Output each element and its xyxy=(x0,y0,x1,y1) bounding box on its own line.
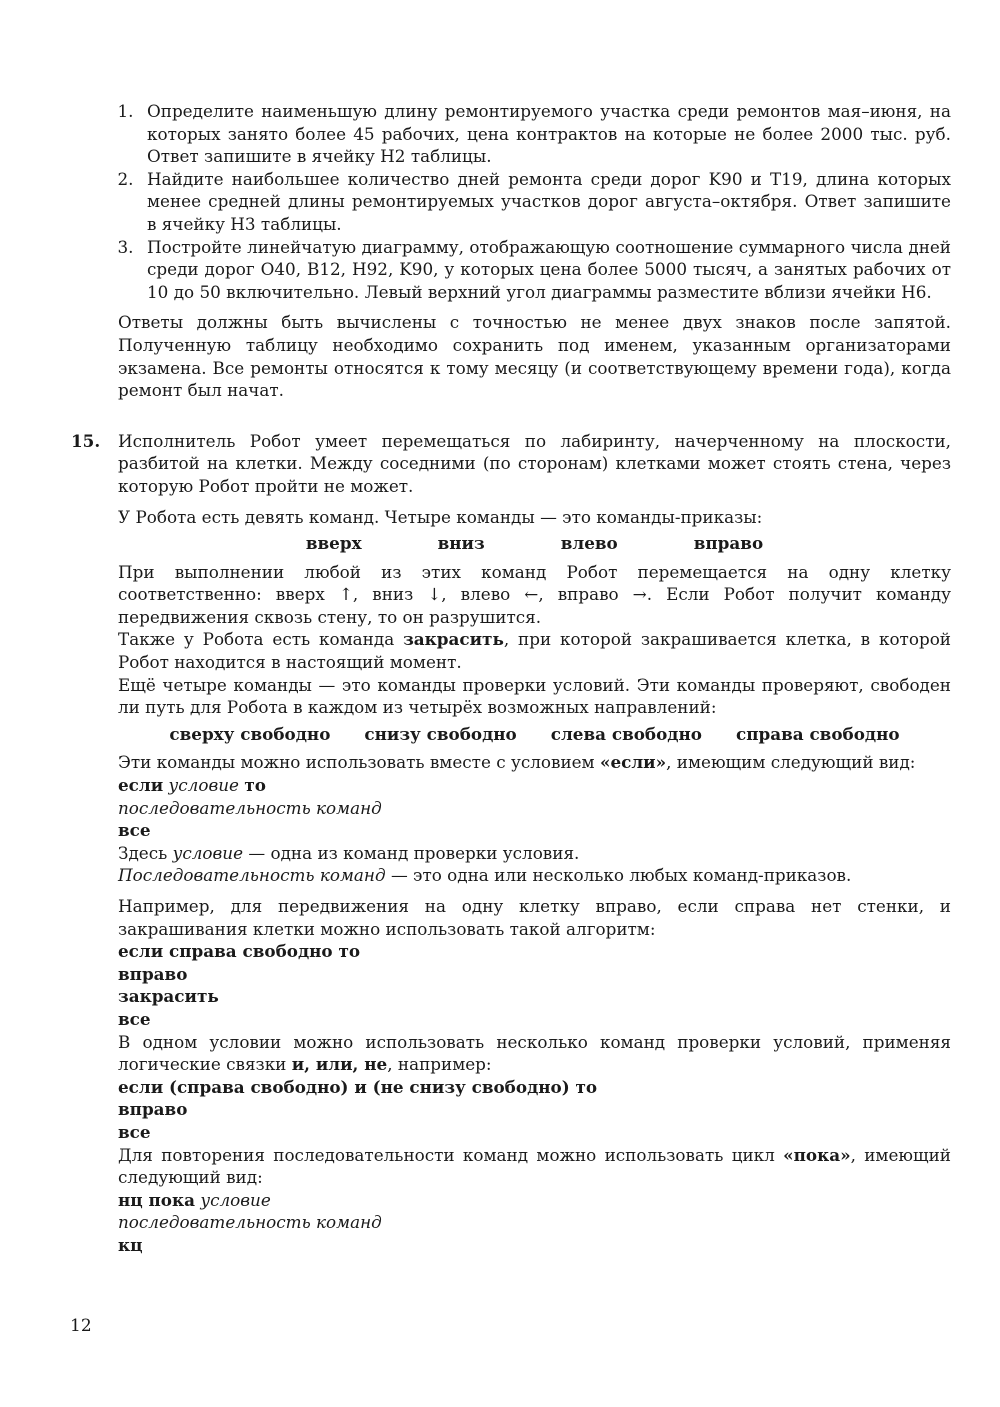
if-intro xyxy=(118,751,951,774)
task-number: 15. xyxy=(71,430,101,451)
code-line xyxy=(118,774,951,797)
page-content xyxy=(71,100,951,1257)
code-line: закрасить xyxy=(118,986,219,1007)
logic-keywords: и, или, не xyxy=(291,1054,388,1075)
example-intro: Например, для передвижения на одну клетку вправо, если справа нет стенки, и закрашивания клетки можно использовать такой алгоритм: xyxy=(118,896,951,939)
text-run: , при которой закрашивается клетка, в которой Робот находится в настоящий момент. xyxy=(118,629,951,673)
code-line: если справа свободно то xyxy=(118,941,361,962)
code-line: все xyxy=(118,1121,151,1142)
list-item-number: 2. xyxy=(117,168,134,189)
here-paragraph xyxy=(118,842,951,865)
text-run: В одном условии можно использовать несколько команд проверки условий, применяя логические связки xyxy=(118,1031,951,1075)
code-line: все xyxy=(118,820,151,841)
code-line: вправо xyxy=(118,1099,188,1120)
code-placeholder: условие xyxy=(200,1189,271,1210)
check-down: снизу свободно xyxy=(364,723,517,744)
italic-term: условие xyxy=(172,842,244,863)
commands-intro: У Робота есть девять команд. Четыре команды — это команды-приказы: xyxy=(118,506,763,527)
code-line: последовательность команд xyxy=(118,797,382,818)
paint-keyword: закрасить xyxy=(403,629,504,650)
list-item-number: 1. xyxy=(117,101,134,121)
command-down: вниз xyxy=(437,533,485,554)
move-description: При выполнении любой из этих команд Робот перемещается на одну клетку соответственно: вверх ↑, вниз ↓, влево ←, вправо →. Если Робот получит команду передвижения сквозь стену, то он разрушится. xyxy=(118,561,951,627)
command-up: вверх xyxy=(305,533,362,554)
paint-paragraph xyxy=(118,628,951,673)
code-keyword: если xyxy=(118,775,164,796)
seq-paragraph xyxy=(118,864,951,887)
text-run: Для повторения последовательности команд можно использовать цикл xyxy=(118,1144,784,1165)
command-left: влево xyxy=(560,533,618,554)
list-item xyxy=(118,168,951,236)
code-keyword: нц пока xyxy=(118,1189,195,1210)
code-line: вправо xyxy=(118,963,188,984)
task-15 xyxy=(71,430,951,1257)
list-item-number: 3. xyxy=(117,236,134,257)
text-run: , имеющий следующий вид: xyxy=(118,1144,951,1188)
code-placeholder: условие xyxy=(168,775,239,796)
task-intro: Исполнитель Робот умеет перемещаться по лабиринту, начерченному на плоскости, разбитой на клетки. Между соседними (по сторонам) клетками может стоять стена, через которую Робот пройти не может. xyxy=(118,430,951,496)
list-item-text: Постройте линейчатую диаграмму, отображающую соотношение суммарного числа дней среди дорог O40, B12, H92, K90, у которых цена более 5000 тысяч, а занятых рабочих от 10 до 50 включительно. Левый верхний угол диаграммы разместите вблизи ячейки H6. xyxy=(147,236,951,302)
loop-paragraph xyxy=(118,1144,951,1189)
logic-paragraph xyxy=(118,1031,951,1076)
text-run: , например: xyxy=(387,1054,492,1075)
text-run: Здесь xyxy=(118,842,173,863)
code-keyword: то xyxy=(244,775,266,796)
task-list xyxy=(118,100,951,303)
list-item xyxy=(118,100,951,168)
text-run: — это одна или несколько любых команд-приказов. xyxy=(385,865,852,886)
code-line: кц xyxy=(118,1234,143,1255)
check-left: слева свободно xyxy=(550,723,702,744)
code-line xyxy=(118,1189,951,1212)
loop-keyword: «пока» xyxy=(783,1144,851,1165)
text-run: Также у Робота есть команда xyxy=(118,629,404,650)
if-keyword: «если» xyxy=(599,752,667,773)
page-number: 12 xyxy=(70,1316,92,1336)
italic-term: Последовательность команд xyxy=(118,865,386,886)
text-run: Эти команды можно использовать вместе с условием xyxy=(118,752,600,773)
list-item xyxy=(118,236,951,304)
check-up: сверху свободно xyxy=(169,723,331,744)
text-run: , имеющим следующий вид: xyxy=(666,752,916,773)
code-line: последовательность команд xyxy=(118,1212,382,1233)
list-item-text: Определите наименьшую длину ремонтируемого участка среди ремонтов мая–июня, на которых занято более 45 рабочих, цена контрактов на которые не более 2000 тыс. руб. Ответ запишите в ячейку H2 таблицы. xyxy=(147,101,951,167)
text-run: — одна из команд проверки условия. xyxy=(243,842,580,863)
list-item-text: Найдите наибольшее количество дней ремонта среди дорог K90 и T19, длина которых менее средней длины ремонтируемых участков дорог августа–октября. Ответ запишите в ячейку H3 таблицы. xyxy=(147,168,951,234)
code-line: если (справа свободно) и (не снизу свободно) то xyxy=(118,1076,598,1097)
move-commands xyxy=(118,532,951,555)
check-right: справа свободно xyxy=(735,723,900,744)
answers-note: Ответы должны быть вычислены с точностью не менее двух знаков после запятой. Полученную таблицу необходимо сохранить под именем, указанным организаторами экзамена. Все ремонты относятся к тому месяцу (и соответствующему времени года), когда ремонт был начат. xyxy=(118,312,951,401)
command-right: вправо xyxy=(693,533,764,554)
check-intro: Ещё четыре команды — это команды проверки условий. Эти команды проверяют, свободен ли путь для Робота в каждом из четырёх возможных направлений: xyxy=(118,674,951,718)
code-line: все xyxy=(118,1008,151,1029)
check-commands xyxy=(118,723,951,746)
